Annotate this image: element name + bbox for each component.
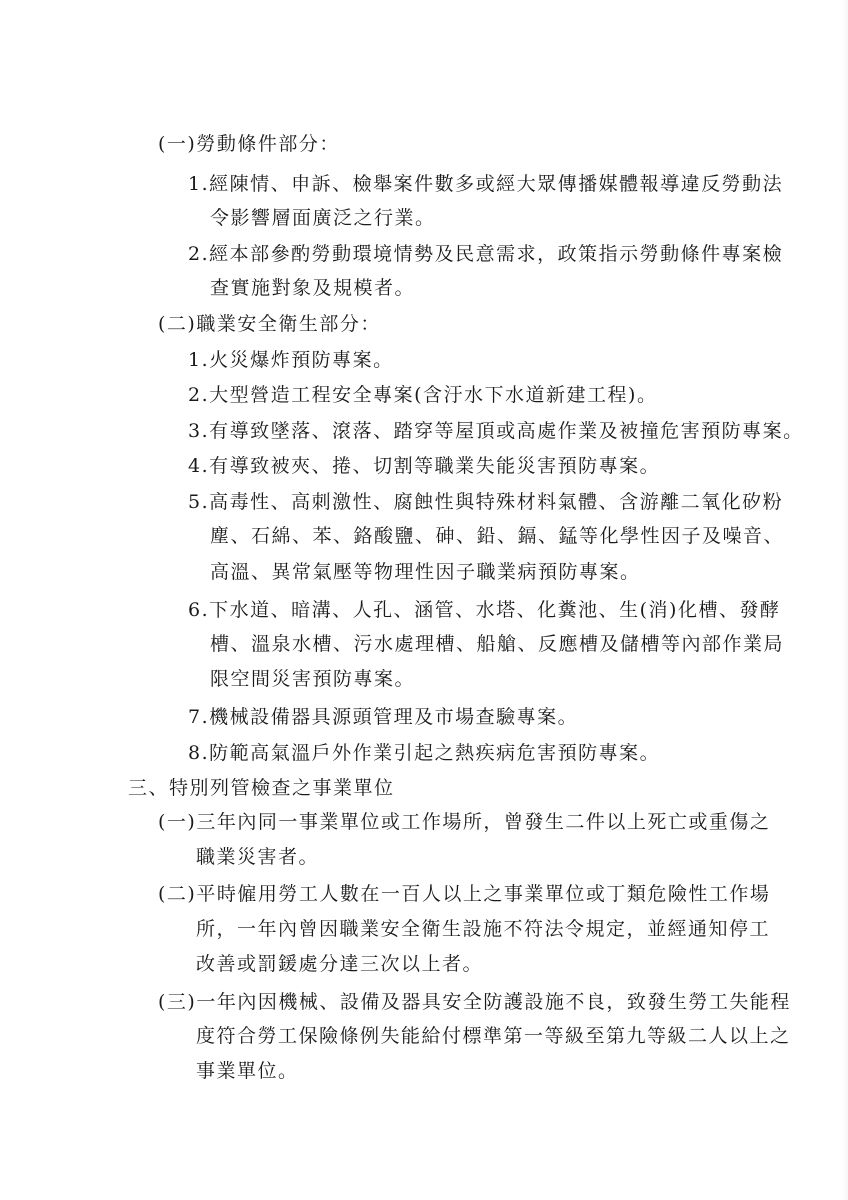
- list-item: 1.火災爆炸預防專案。: [188, 349, 394, 371]
- list-item: 7.機械設備器具源頭管理及市場查驗專案。: [188, 706, 579, 728]
- list-item: 8.防範高氣溫戶外作業引起之熱疾病危害預防專案。: [188, 742, 661, 764]
- list-item-continuation: 查實施對象及規模者。: [210, 277, 416, 299]
- section-safety-heading: (二)職業安全衛生部分：: [158, 313, 381, 335]
- list-item: 1.經陳情、申訴、檢舉案件數多或經大眾傳播媒體報導違反勞動法: [188, 173, 784, 195]
- list-item-continuation: 槽、溫泉水槽、污水處理槽、船艙、反應槽及儲槽等內部作業局: [210, 633, 785, 655]
- list-item: (三)一年內因機械、設備及器具安全防護設施不良，致發生勞工失能程: [158, 991, 791, 1013]
- list-item-continuation: 職業災害者。: [196, 846, 320, 868]
- list-item-continuation: 高溫、異常氣壓等物理性因子職業病預防專案。: [210, 561, 641, 583]
- list-item-continuation: 改善或罰鍰處分達三次以上者。: [196, 953, 484, 975]
- list-item: 3.有導致墜落、滾落、踏穿等屋頂或高處作業及被撞危害預防專案。: [188, 420, 804, 442]
- list-item-continuation: 事業單位。: [196, 1060, 299, 1082]
- section-labor-heading: (一)勞動條件部分：: [158, 133, 340, 155]
- list-item: 5.高毒性、高刺激性、腐蝕性與特殊材料氣體、含游離二氧化矽粉: [188, 491, 784, 513]
- list-item: 4.有導致被夾、捲、切割等職業失能災害預防專案。: [188, 455, 661, 477]
- list-item-continuation: 所，一年內曾因職業安全衛生設施不符法令規定，並經通知停工: [196, 918, 771, 940]
- list-item-continuation: 度符合勞工保險條例失能給付標準第一等級至第九等級二人以上之: [196, 1025, 791, 1047]
- scan-edge-shadow: [842, 0, 848, 1200]
- list-item-continuation: 令影響層面廣泛之行業。: [210, 207, 436, 229]
- list-item: 6.下水道、暗溝、人孔、涵管、水塔、化糞池、生(消)化槽、發酵: [188, 599, 781, 621]
- list-item-continuation: 塵、石綿、苯、鉻酸鹽、砷、鉛、鎘、錳等化學性因子及噪音、: [210, 525, 785, 547]
- list-item: 2.大型營造工程安全專案(含汙水下水道新建工程)。: [188, 384, 658, 406]
- section-special-inspection-heading: 三、特別列管檢查之事業單位: [128, 777, 395, 799]
- list-item: (一)三年內同一事業單位或工作場所，曾發生二件以上死亡或重傷之: [158, 811, 771, 833]
- list-item-continuation: 限空間災害預防專案。: [210, 668, 416, 690]
- list-item: (二)平時僱用勞工人數在一百人以上之事業單位或丁類危險性工作場: [158, 883, 771, 905]
- list-item: 2.經本部參酌勞動環境情勢及民意需求，政策指示勞動條件專案檢: [188, 243, 784, 265]
